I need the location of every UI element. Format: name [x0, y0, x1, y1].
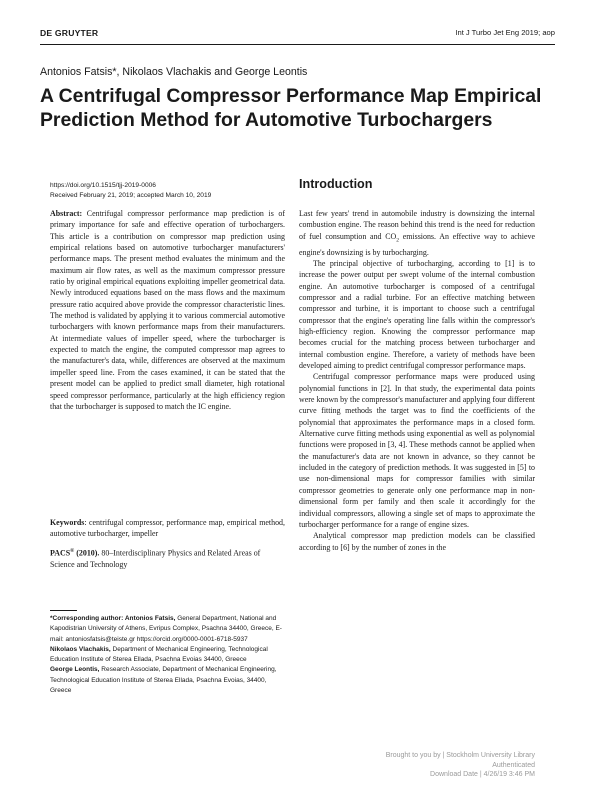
intro-paragraph-1: Last few years' trend in automobile industry is downsizing the internal combustion engine. The reason behind this trend is the need for reduction of fuel consumption and $CO_2$ emissions. An effective way to achieve engine's downsizing is by turbocharging. [299, 209, 535, 257]
corresponding-author-note: *Corresponding author: Antonios Fatsis, General Department, National and Kapodistrian University of Athens, Evripus Complex, Psachna 34400, Greece, E-mail: antoniosfatsis@teiste.gr https://orcid.org/0000-0001-6718-5937 [50, 615, 282, 643]
keywords-text: : centrifugal compressor, performance map, empirical method, automotive turbocharger, impeller [50, 518, 285, 539]
pacs-label: PACS [50, 548, 71, 558]
pacs-year: (2010). [74, 548, 100, 558]
publisher-name: DE GRUYTER [40, 28, 99, 38]
abstract [50, 208, 285, 412]
introduction-heading: Introduction [299, 177, 373, 191]
abstract-text: Centrifugal compressor performance map prediction is of primary importance for safe and effective operation of turbochargers. This article is a contribution on compressor map prediction using empirical relations based on automotive turbocharger manufacturers' performance maps. The present method evaluates the minimum and the maximum air flow rates, as well as the maximum compressor pressure ratio by original empirical equations exploiting impeller geometrical data. Newly introduced equations based on the mass flows and the maximum pressure ratio acquired above provide the compressor characteristic lines. The method is validated by applying it to various commercial automotive turbochargers with known performance maps from their manufacturers. At intermediate values of impeller speed, where the turbocharger is expected to match the engine, the computed compressor map agrees to the manufacturer's data, while, differences are observed at the maximum impeller speed line. From the cases examined, it can be stated that the present model can be applied to predict small diameter, high rotational speed compressor performance, particularly at the high efficiency region that the turbocharger is supposed to match the IC engine. [50, 209, 285, 411]
download-watermark: Brought to you by | Stockholm University Library Authenticated Download Date | 4/26/19 3:46 PM [385, 752, 535, 779]
pacs-registered-mark: ® [70, 548, 75, 554]
pacs-text: 80–Interdisciplinary Physics and Related Areas of Science and Technology [50, 548, 261, 569]
abstract-label: Abstract: [50, 209, 83, 218]
intro-paragraph-4: Analytical compressor map prediction models can be classified according to [6] by the number of zones in the [299, 531, 535, 552]
pacs-classification [50, 546, 285, 570]
leontis-affiliation: George Leontis, Research Associate, Department of Mechanical Engineering, Technological Education Institute of Sterea Ellada, Psachna Evoias, 34400, Greece [50, 666, 277, 695]
running-header [40, 28, 555, 44]
header-rule [40, 44, 555, 45]
keywords-label: Keywords [50, 518, 85, 527]
author-list: Antonios Fatsis*, Nikolaos Vlachakis and George Leontis [40, 66, 308, 78]
intro-paragraph-3: Centrifugal compressor performance maps were produced using polynomial functions in [2]. In that study, the experimental data points were known by the compressor's manufacturer and applying four different curve fitting methods the target was to find the coefficients of the polynomial that approximates the performance maps in a closed form. Alternative curve fitting methods using exponential as well as polynomial functions were proposed in [3, 4]. These methods cannot be applied when the manufacturer's data are not known in advance, so they cannot be included in the category of prediction methods. It was suggested in [5] to use non-dimensional maps for compressor families with similar compressor geometries to generate only one performance map in non-dimensional form per family and then scale it accordingly for the individual compressors, allowing a single set of maps to approximate the turbocharger performance for a range of engine sizes. [299, 372, 535, 529]
keywords [50, 517, 285, 540]
intro-paragraph-2: The principal objective of turbocharging, according to [1] is to increase the power output per swept volume of the internal combustion engine. An automotive turbocharger is composed of a centrifugal compressor and a radial turbine. For an effective matching between compressor and turbine, it is important to choose such a centrifugal compressor that the engine's operating line falls within the compressor's high-efficiency region. Knowing the compressor performance map becomes crucial for the matching process between turbocharger and internal combustion engine. Therefore, a variety of methods have been developed aiming to predict centrifugal compressor performance maps. [299, 258, 535, 371]
author-affiliations [50, 614, 285, 696]
doi-link[interactable]: https://doi.org/10.1515/tjj-2019-0006 [50, 182, 156, 189]
article-title: A Centrifugal Compressor Performance Map Empirical Prediction Method for Automotive Turbochargers [40, 85, 542, 132]
footnote-rule [50, 610, 77, 611]
journal-citation: Int J Turbo Jet Eng 2019; aop [455, 28, 555, 37]
introduction-body [299, 208, 535, 553]
vlachakis-affiliation: Nikolaos Vlachakis, Department of Mechanical Engineering, Technological Education Institute of Sterea Ellada, Psachna Evoias 34400, Greece [50, 645, 268, 664]
received-dates: Received February 21, 2019; accepted March 10, 2019 [50, 192, 212, 199]
article-meta [50, 181, 211, 201]
